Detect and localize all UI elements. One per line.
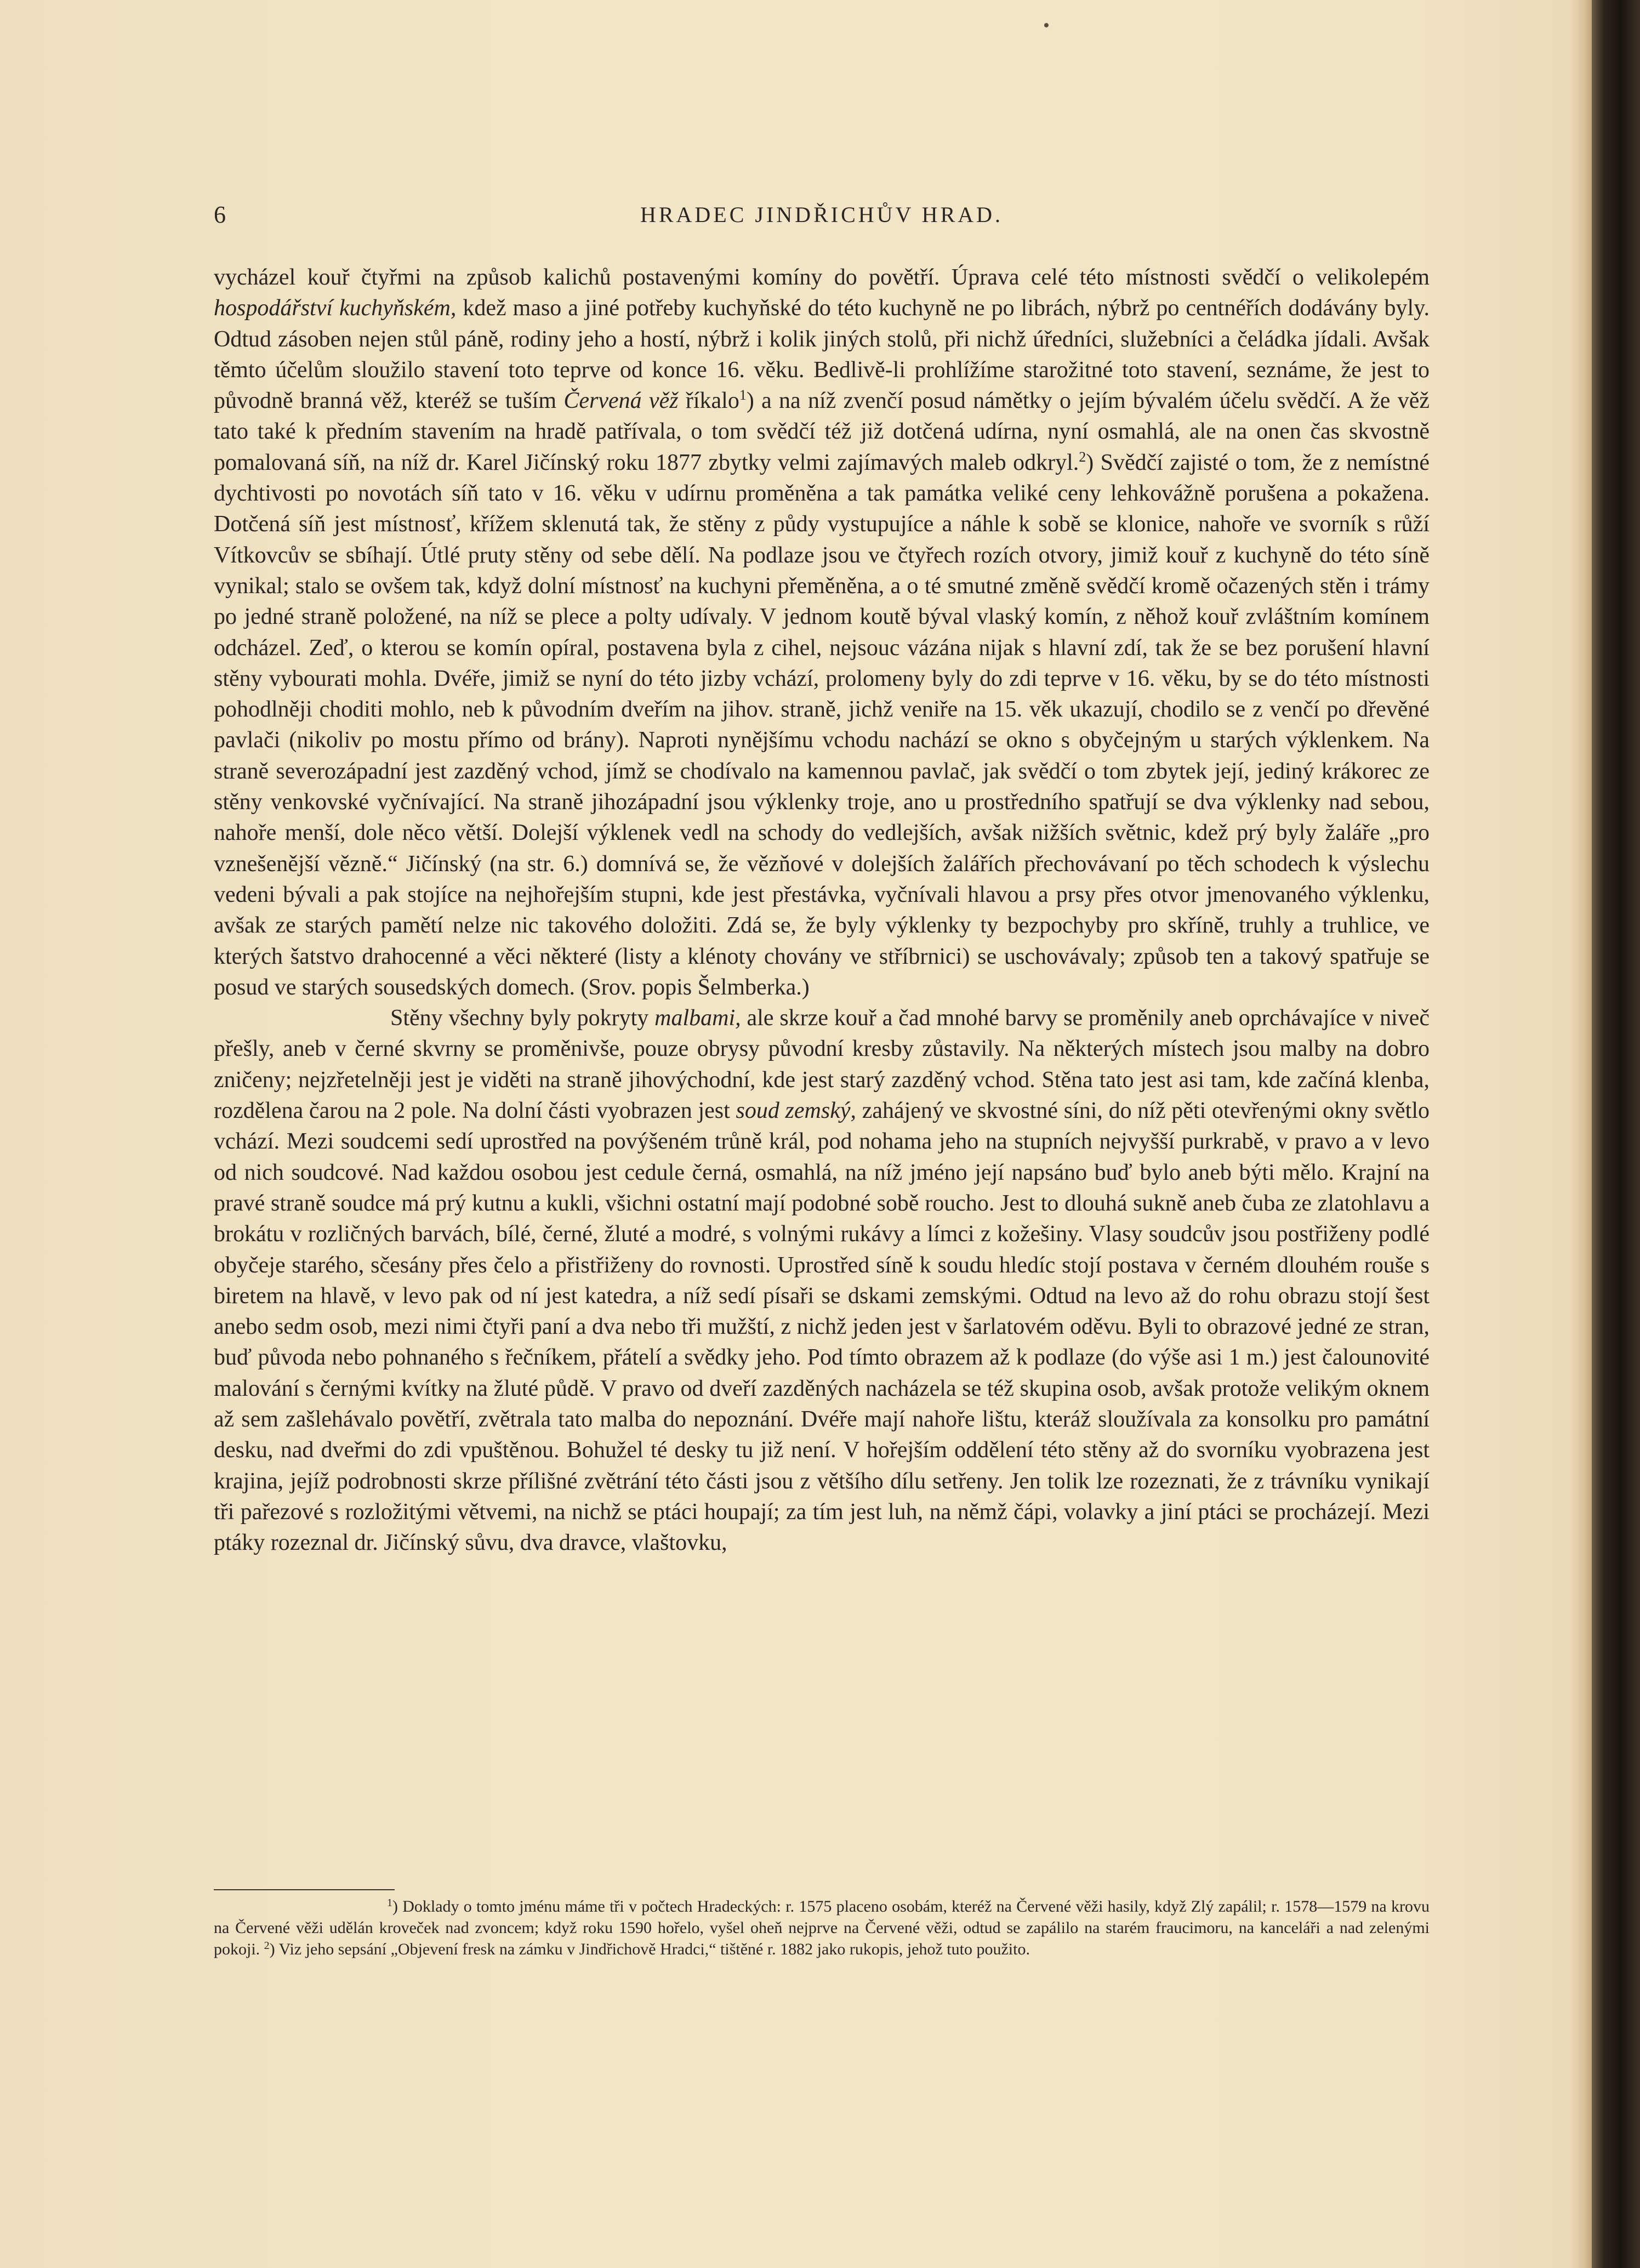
page-header xyxy=(214,198,1430,231)
text-run: říkalo xyxy=(678,388,739,414)
footnote-marker: 1 xyxy=(387,1897,392,1909)
text-run: Stěny všechny byly pokryty xyxy=(390,1005,655,1031)
page-number: 6 xyxy=(214,201,226,228)
ink-speck xyxy=(1044,23,1049,27)
page-edge xyxy=(1571,0,1592,2268)
footnote-marker: 2 xyxy=(1079,448,1086,465)
footnote-divider xyxy=(214,1889,395,1890)
running-title: HRADEC JINDŘICHŮV HRAD. xyxy=(640,202,1004,227)
footnote-text: ) Doklady o tomto jménu máme tři v počtech Hradeckých: r. 1575 placeno osobám, kteréž na Červené věži hasily, když Zlý zapálil; r. 1578—1579 na krovu na Červené věži udělán kroveček nad zvoncem; když roku 1590 hořelo, vyšel oheň nejprve na Červené věži, odtud se zapálilo na starém fraucimoru, na kanceláři a nad zelenými pokoji. xyxy=(214,1897,1430,1958)
footnote-marker: 1 xyxy=(739,387,747,403)
footnote-marker: 2 xyxy=(264,1940,270,1952)
italic-term: soud zemský, xyxy=(736,1098,856,1124)
paragraph xyxy=(214,1003,1430,1558)
italic-term: hospodářství kuchyňském, xyxy=(214,295,457,321)
text-run: vycházel kouř čtyřmi na způsob kalichů postavenými komíny do povětří. Úprava celé této místnosti svědčí o velikolepém xyxy=(214,265,1430,290)
italic-term: Červená věž xyxy=(563,388,679,414)
text-run: zahájený ve skvostné síni, do níž pěti otevřenými okny světlo vchází. Mezi soudcemi sedí uprostřed na povýšeném trůně král, pod nohama jeho na stupních nejvyšší purkrabě, v pravo a v levo od nich soudcové. Nad každou osobou jest cedule černá, osmahlá, na níž jméno její napsáno buď bylo aneb býti mělo. Krajní na pravé straně soudce má prý kutnu a kukli, všichni ostatní mají podobné sobě roucho. Jest to dlouhá sukně aneb čuba ze zlatohlavu a brokátu v rozličných barvách, bílé, černé, žluté a modré, s volnými rukávy a límci z kožešiny. Vlasy soudcův jsou postřiženy podlé obyčeje starého, sčesány přes čelo a přistřiženy do rovnosti. Uprostřed síně k soudu hledíc stojí postava v černém dlouhém rouše s biretem na hlavě, v levo pak od ní jest katedra, a níž sedí písaři se dskami zemskými. Odtud na levo až do rohu obrazu stojí šest anebo sedm osob, mezi nimi čtyři paní a dva nebo tři mužští, z nichž jeden jest v šarlatovém oděvu. Byli to obrazové jedné ze stran, buď původa nebo pohnaného s řečníkem, přátelí a svědky jeho. Pod tímto obrazem až k podlaze (do výše asi 1 m.) jest čalounovité malování s černými kvítky na žluté půdě. V pravo od dveří zazděných nacházela se též skupina osob, avšak protože velikým oknem až sem zašlehávalo povětří, zvětrala tato malba do nepoznání. Dvéře mají nahoře lištu, kteráž sloužívala za konsolku pro památní desku, nad dveřmi do zdi vpuštěnou. Bohužel té desky tu již není. V hořejším oddělení této stěny až do svorníku vyobrazena jest krajina, jejíž podrobnosti skrze přílišné zvětrání této části jsou z většího dílu setřeny. Jen tolik lze rozeznati, že z trávníku vynikají tři pařezové s rozložitými větvemi, na nichž se ptáci houpají; za tím jest luh, na němž čápi, volavky a jiní ptáci se procházejí. Mezi ptáky rozeznal dr. Jičínský sůvu, dva dravce, vlaštovku, xyxy=(214,1098,1430,1556)
text-run: ) Svědčí zajisté o tom, že z nemístné dychtivosti po novotách síň tato v 16. věku v udírnu proměněna a tak památka veliké ceny lehkovážně porušena a pokažena. Dotčená síň jest místnosť, křížem sklenutá tak, že stěny z půdy vystupujíce a náhle k sobě se klonice, nahoře ve svorník s růží Vítkovcův se sbíhají. Útlé pruty stěny od sebe dělí. Na podlaze jsou ve čtyřech rozích otvory, jimiž kouř z kuchyně do této síně vynikal; stalo se ovšem tak, když dolní místnosť na kuchyni přeměněna, a o té smutné změně svědčí kromě očazených stěn i trámy po jedné straně položené, na níž se plece a polty udívaly. V jednom koutě býval vlaský komín, z něhož kouř zvláštním komínem odcházel. Zeď, o kterou se komín opíral, postavena byla z cihel, nejsouc vázána nijak s hlavní zdí, tak že se bez porušení hlavní stěny vybourati mohla. Dvéře, jimiž se nyní do této jizby vchází, prolomeny byly do zdi teprve v 16. věku, by se do této místnosti pohodlněji choditi mohlo, neb k původním dveřím na jihov. straně, jichž veniře na 15. věk ukazují, chodilo se z venčí po dřevěné pavlači (nikoliv po mostu přímo od brány). Naproti nynějšímu vchodu nachází se okno s obyčejným u starých výklenkem. Na straně severozápadní jest zazděný vchod, jímž se chodívalo na kamennou pavlač, jak svědčí o tom zbytek její, jediný krákorec ze stěny venkovské vyčnívající. Na straně jihozápadní jsou výklenky troje, ano u prostředního spatřují se dva výklenky nad sebou, nahoře menší, dole něco větší. Dolejší výklenek vedl na schody do vedlejších, avšak nižších světnic, kdež prý byly žaláře „pro vznešenější vězně.“ Jičínský (na str. 6.) domnívá se, že vězňové v dolejších žalářích přechovávaní po těch schodech k výslechu vedeni bývali a pak stojíce na nejhořejším stupni, kde jest přestávka, vyčnívali hlavou a prsy přes otvor jmenovaného výklenku, avšak ze starých pamětí nelze nic takového doložiti. Zdá se, že byly výklenky ty bezpochyby pro skříně, truhly a truhlice, ve kterých šatstvo drahocenné a věci některé (listy a klénoty chovány ve stříbrnici) se uschovávaly; způsob ten a takový spatřuje se posud ve starých sousedských domech. (Srov. popis Šelmberka.) xyxy=(214,450,1430,1000)
text-run: ale skrze kouř a čad mnohé barvy se proměnily aneb oprchávajíce v niveč přešly, aneb v černé skvrny se proměnivše, pouze obrysy původní kresby zůstavily. Na některých místech jsou malby na dobro zničeny; nejzřetelněji jest je viděti na straně jihovýchodní, kde jest starý zazděný vchod. Stěna tato jest asi tam, kde začíná klenba, rozdělena čarou na 2 pole. Na dolní části vyobrazen jest xyxy=(214,1005,1430,1124)
book-binding xyxy=(1592,0,1640,2268)
text-run: kdež maso a jiné potřeby kuchyňské do této kuchyně ne po librách, nýbrž po centnéřích dodávány byly. Odtud zásoben nejen stůl páně, rodiny jeho a hostí, nýbrž i kolik jiných stolů, při nichž úředníci, služebníci a čeládka jídali. Avšak těmto účelům sloužilo stavení toto teprve od konce 16. věku. Bedlivě-li prohlížíme starožitné toto stavení, seznáme, že jest to původně branná věž, kteréž se tuším xyxy=(214,295,1430,414)
paragraph xyxy=(214,262,1430,1003)
footnote-text: ) Viz jeho sepsání „Objevení fresk na zámku v Jindřichově Hradci,“ tištěné r. 1882 jako rukopis, jehož tuto použito. xyxy=(269,1940,1030,1958)
footnotes xyxy=(214,1896,1430,1960)
body-text xyxy=(214,262,1430,1558)
italic-term: malbami, xyxy=(654,1005,741,1031)
text-run: ) a na níž zvenčí posud námětky o jejím bývalém účelu svědčí. A že věž tato také k předním stavením na hradě patřívala, o tom svědčí též již dotčená udírna, nyní osmahlá, ale na onen čas skvostně pomalovaná síň, na níž dr. Karel Jičínský roku 1877 zbytky velmi zajímavých maleb odkryl. xyxy=(214,388,1430,475)
